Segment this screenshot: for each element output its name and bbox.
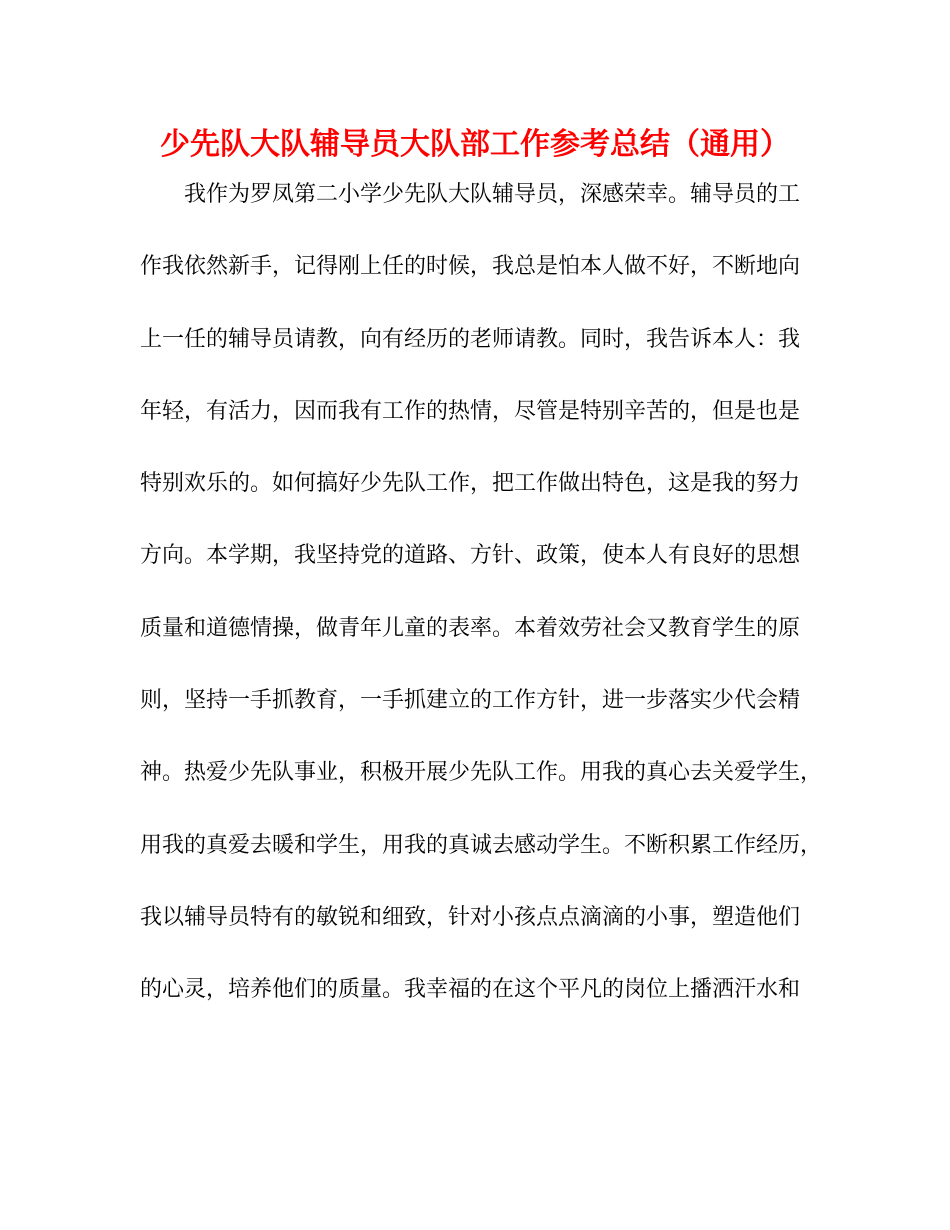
- body-line-8: 则，坚持一手抓教育，一手抓建立的工作方针，进一步落实少代会精: [140, 688, 801, 714]
- document-title: 少先队大队辅导员大队部工作参考总结（通用）: [160, 127, 790, 162]
- body-line-9: 神。热爱少先队事业，积极开展少先队工作。用我的真心去关爱学生，: [140, 760, 823, 786]
- body-line-12: 的心灵，培养他们的质量。我幸福的在这个平凡的岗位上播洒汗水和: [140, 977, 801, 1003]
- body-line-2: 作我依然新手，记得刚上任的时候，我总是怕本人做不好，不断地向: [140, 254, 801, 280]
- body-line-3: 上一任的辅导员请教，向有经历的老师请教。同时，我告诉本人：我: [140, 326, 801, 352]
- body-line-1: 我作为罗凤第二小学少先队大队辅导员，深感荣幸。辅导员的工: [184, 182, 801, 207]
- body-line-10: 用我的真爱去暖和学生，用我的真诚去感动学生。不断积累工作经历，: [140, 832, 823, 858]
- document-body: [140, 180, 823, 1048]
- body-line-5: 特别欢乐的。如何搞好少先队工作，把工作做出特色，这是我的努力: [140, 471, 801, 497]
- body-line-7: 质量和道德情操，做青年儿童的表率。本着效劳社会又教育学生的原: [140, 615, 801, 641]
- body-line-4: 年轻，有活力，因而我有工作的热情，尽管是特别辛苦的，但是也是: [140, 398, 801, 424]
- body-line-11: 我以辅导员特有的敏锐和细致，针对小孩点点滴滴的小事，塑造他们: [140, 904, 801, 930]
- body-line-6: 方向。本学期，我坚持党的道路、方针、政策，使本人有良好的思想: [140, 543, 801, 569]
